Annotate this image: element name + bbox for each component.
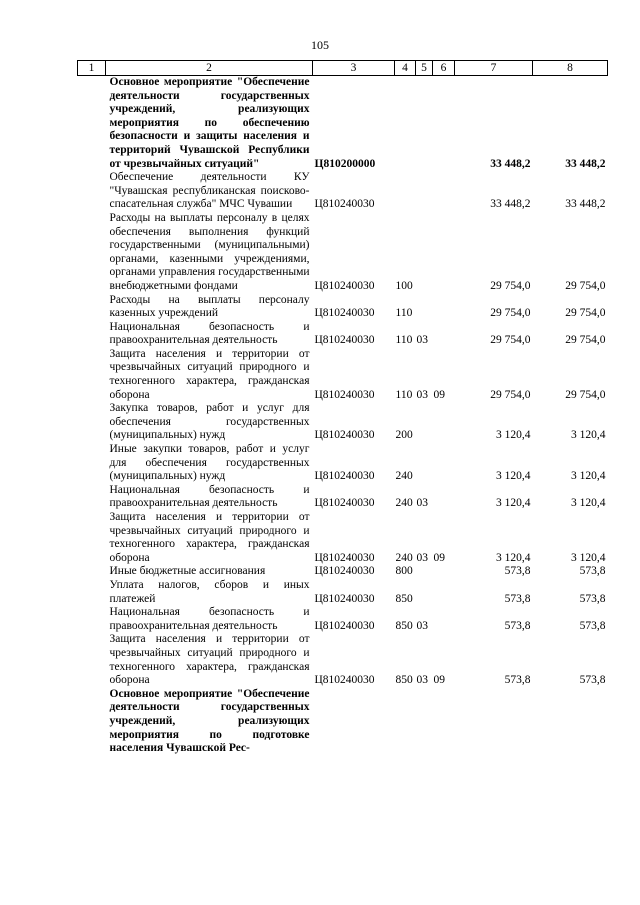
item-name: Защита населения и территории от чрезвычайных ситуаций природного и техногенного характера, гражданская оборона [109, 633, 310, 687]
item-name: Закупка товаров, работ и услуг для обеспечения государственных (муниципальных) нужд [109, 402, 310, 442]
item-name: Обеспечение деятельности КУ "Чувашская республиканская поисково-спасательная служба" МЧС Чувашии [109, 171, 310, 211]
target-article-code: Ц810240030 [314, 470, 375, 483]
item-name: Основное мероприятие "Обеспечение деятельности государственных учреждений, реализующих мероприятия по обеспечению безопасности и защиты населения и территорий Чувашской Республики от чрезвычайных ситуаций" [109, 76, 310, 170]
table-row [78, 606, 608, 633]
table-row [78, 565, 608, 579]
expense-type-code: 850 [395, 674, 413, 687]
expense-type-code: 240 [395, 551, 413, 564]
table-row [78, 321, 608, 348]
row-number-cell [78, 579, 106, 606]
expense-type-code: 110 [395, 388, 413, 401]
item-name: Национальная безопасность и правоохранительная деятельность [109, 320, 310, 347]
target-article-code: Ц810240030 [314, 674, 375, 687]
amount-col8: 29 754,0 [565, 307, 606, 320]
item-name: Национальная безопасность и правоохранительная деятельность [109, 483, 310, 510]
amount-col8 [533, 688, 608, 756]
amount-col7 [455, 688, 533, 756]
amount-col7: 33 448,2 [490, 198, 531, 211]
row-number-cell [78, 443, 106, 484]
expense-type-code: 240 [395, 470, 413, 483]
amount-col7: 29 754,0 [490, 388, 531, 401]
row-number-cell [78, 321, 106, 348]
column-header: 5 [416, 61, 433, 76]
item-name: Расходы на выплаты персоналу в целях обеспечения выполнения функций государственными (муниципальными) органами, казенными учреждениями, органами управления государственными внебюджетными фондами [109, 211, 310, 292]
row-number-cell [78, 171, 106, 212]
section-code [416, 579, 433, 606]
item-name: Защита населения и территории от чрезвычайных ситуаций природного и техногенного характера, гражданская оборона [109, 347, 310, 401]
amount-col8: 3 120,4 [571, 551, 606, 564]
column-header: 7 [455, 61, 533, 76]
expense-type-code: 110 [395, 334, 413, 347]
amount-col7: 3 120,4 [496, 429, 531, 442]
section-code: 03 [416, 388, 428, 401]
table-row [78, 511, 608, 565]
section-code: 03 [416, 497, 428, 510]
table-row [78, 76, 608, 172]
expense-type-code: 850 [395, 592, 413, 605]
expense-type-code: 850 [395, 619, 413, 632]
target-article-code: Ц810200000 [314, 157, 376, 170]
amount-col7: 3 120,4 [496, 551, 531, 564]
expense-type-code [395, 76, 416, 172]
row-number-cell [78, 76, 106, 172]
row-number-cell [78, 348, 106, 402]
subsection-code: 09 [433, 388, 445, 401]
subsection-code [433, 321, 455, 348]
table-row [78, 688, 608, 756]
section-code: 03 [416, 674, 428, 687]
expense-type-code: 800 [395, 565, 413, 578]
expense-type-code: 110 [395, 307, 413, 320]
target-article-code: Ц810240030 [314, 334, 375, 347]
table-header [78, 61, 608, 76]
row-number-cell [78, 511, 106, 565]
subsection-code [433, 212, 455, 294]
section-code [416, 565, 433, 579]
section-code [416, 171, 433, 212]
section-code [416, 76, 433, 172]
table-row [78, 171, 608, 212]
item-name: Основное мероприятие "Обеспечение деятельности государственных учреждений, реализующих мероприятия по подготовке населения Чувашской Рес- [109, 687, 310, 755]
subsection-code [433, 76, 455, 172]
header-row [78, 61, 608, 76]
column-header: 1 [78, 61, 106, 76]
expense-type-code: 240 [395, 497, 413, 510]
row-number-cell [78, 688, 106, 756]
amount-col7: 29 754,0 [490, 307, 531, 320]
expense-type-code [395, 171, 416, 212]
section-code [416, 402, 433, 443]
subsection-code [433, 565, 455, 579]
amount-col7: 573,8 [504, 592, 531, 605]
section-code: 03 [416, 334, 428, 347]
table-row [78, 633, 608, 687]
amount-col8: 3 120,4 [571, 497, 606, 510]
amount-col7: 33 448,2 [490, 157, 531, 170]
amount-col8: 573,8 [579, 565, 606, 578]
row-number-cell [78, 402, 106, 443]
subsection-code [433, 402, 455, 443]
expense-type-code: 200 [395, 429, 413, 442]
subsection-code [433, 579, 455, 606]
item-name: Уплата налогов, сборов и иных платежей [109, 578, 310, 605]
row-number-cell [78, 484, 106, 511]
amount-col8: 573,8 [579, 619, 606, 632]
item-name: Национальная безопасность и правоохранительная деятельность [109, 606, 310, 632]
row-number-cell [78, 606, 106, 633]
column-header: 2 [106, 61, 313, 76]
row-number-cell [78, 212, 106, 294]
item-name: Расходы на выплаты персоналу казенных учреждений [109, 293, 310, 320]
row-number-cell [78, 633, 106, 687]
section-code [416, 294, 433, 321]
target-article-code: Ц810240030 [314, 307, 375, 320]
amount-col8: 33 448,2 [565, 157, 606, 170]
subsection-code: 09 [433, 551, 445, 564]
amount-col8: 29 754,0 [565, 279, 606, 292]
amount-col7: 573,8 [504, 619, 531, 632]
target-article-code: Ц810240030 [314, 198, 375, 211]
subsection-code [433, 443, 455, 484]
item-name: Защита населения и территории от чрезвычайных ситуаций природного и техногенного характера, гражданская оборона [109, 511, 310, 564]
table-row [78, 294, 608, 321]
column-header: 6 [433, 61, 455, 76]
expense-type-code: 100 [395, 279, 413, 292]
item-name: Иные закупки товаров, работ и услуг для обеспечения государственных (муниципальных) нужд [109, 443, 310, 483]
section-code: 03 [416, 551, 428, 564]
amount-col7: 29 754,0 [490, 334, 531, 347]
amount-col8: 573,8 [579, 674, 606, 687]
amount-col7: 29 754,0 [490, 279, 531, 292]
table-row [78, 484, 608, 511]
amount-col8: 3 120,4 [571, 429, 606, 442]
section-code: 03 [416, 619, 428, 632]
target-article-code: Ц810240030 [314, 497, 375, 510]
amount-col7: 573,8 [504, 565, 531, 578]
subsection-code [433, 171, 455, 212]
target-article-code: Ц810240030 [314, 551, 375, 564]
table-row [78, 579, 608, 606]
table-row [78, 402, 608, 443]
item-name: Иные бюджетные ассигнования [109, 565, 266, 578]
table-body [78, 76, 608, 756]
expense-type-code [395, 688, 416, 756]
subsection-code [433, 606, 455, 633]
budget-table [77, 60, 608, 756]
amount-col7: 573,8 [504, 674, 531, 687]
target-article-code: Ц810240030 [314, 592, 375, 605]
subsection-code: 09 [433, 674, 445, 687]
subsection-code [433, 294, 455, 321]
target-article-code [313, 688, 395, 756]
subsection-code [433, 688, 455, 756]
column-header: 4 [395, 61, 416, 76]
target-article-code: Ц810240030 [314, 619, 375, 632]
column-header: 8 [533, 61, 608, 76]
subsection-code [433, 484, 455, 511]
amount-col8: 573,8 [579, 592, 606, 605]
section-code [416, 443, 433, 484]
row-number-cell [78, 294, 106, 321]
target-article-code: Ц810240030 [314, 565, 375, 578]
target-article-code: Ц810240030 [314, 429, 375, 442]
column-header: 3 [313, 61, 395, 76]
section-code [416, 212, 433, 294]
table-row [78, 212, 608, 294]
target-article-code: Ц810240030 [314, 279, 375, 292]
page-number: 105 [311, 38, 329, 52]
section-code [416, 688, 433, 756]
amount-col8: 29 754,0 [565, 334, 606, 347]
amount-col8: 29 754,0 [565, 388, 606, 401]
amount-col8: 33 448,2 [565, 198, 606, 211]
target-article-code: Ц810240030 [314, 388, 375, 401]
amount-col8: 3 120,4 [571, 470, 606, 483]
table-row [78, 348, 608, 402]
amount-col7: 3 120,4 [496, 497, 531, 510]
row-number-cell [78, 565, 106, 579]
table-row [78, 443, 608, 484]
amount-col7: 3 120,4 [496, 470, 531, 483]
